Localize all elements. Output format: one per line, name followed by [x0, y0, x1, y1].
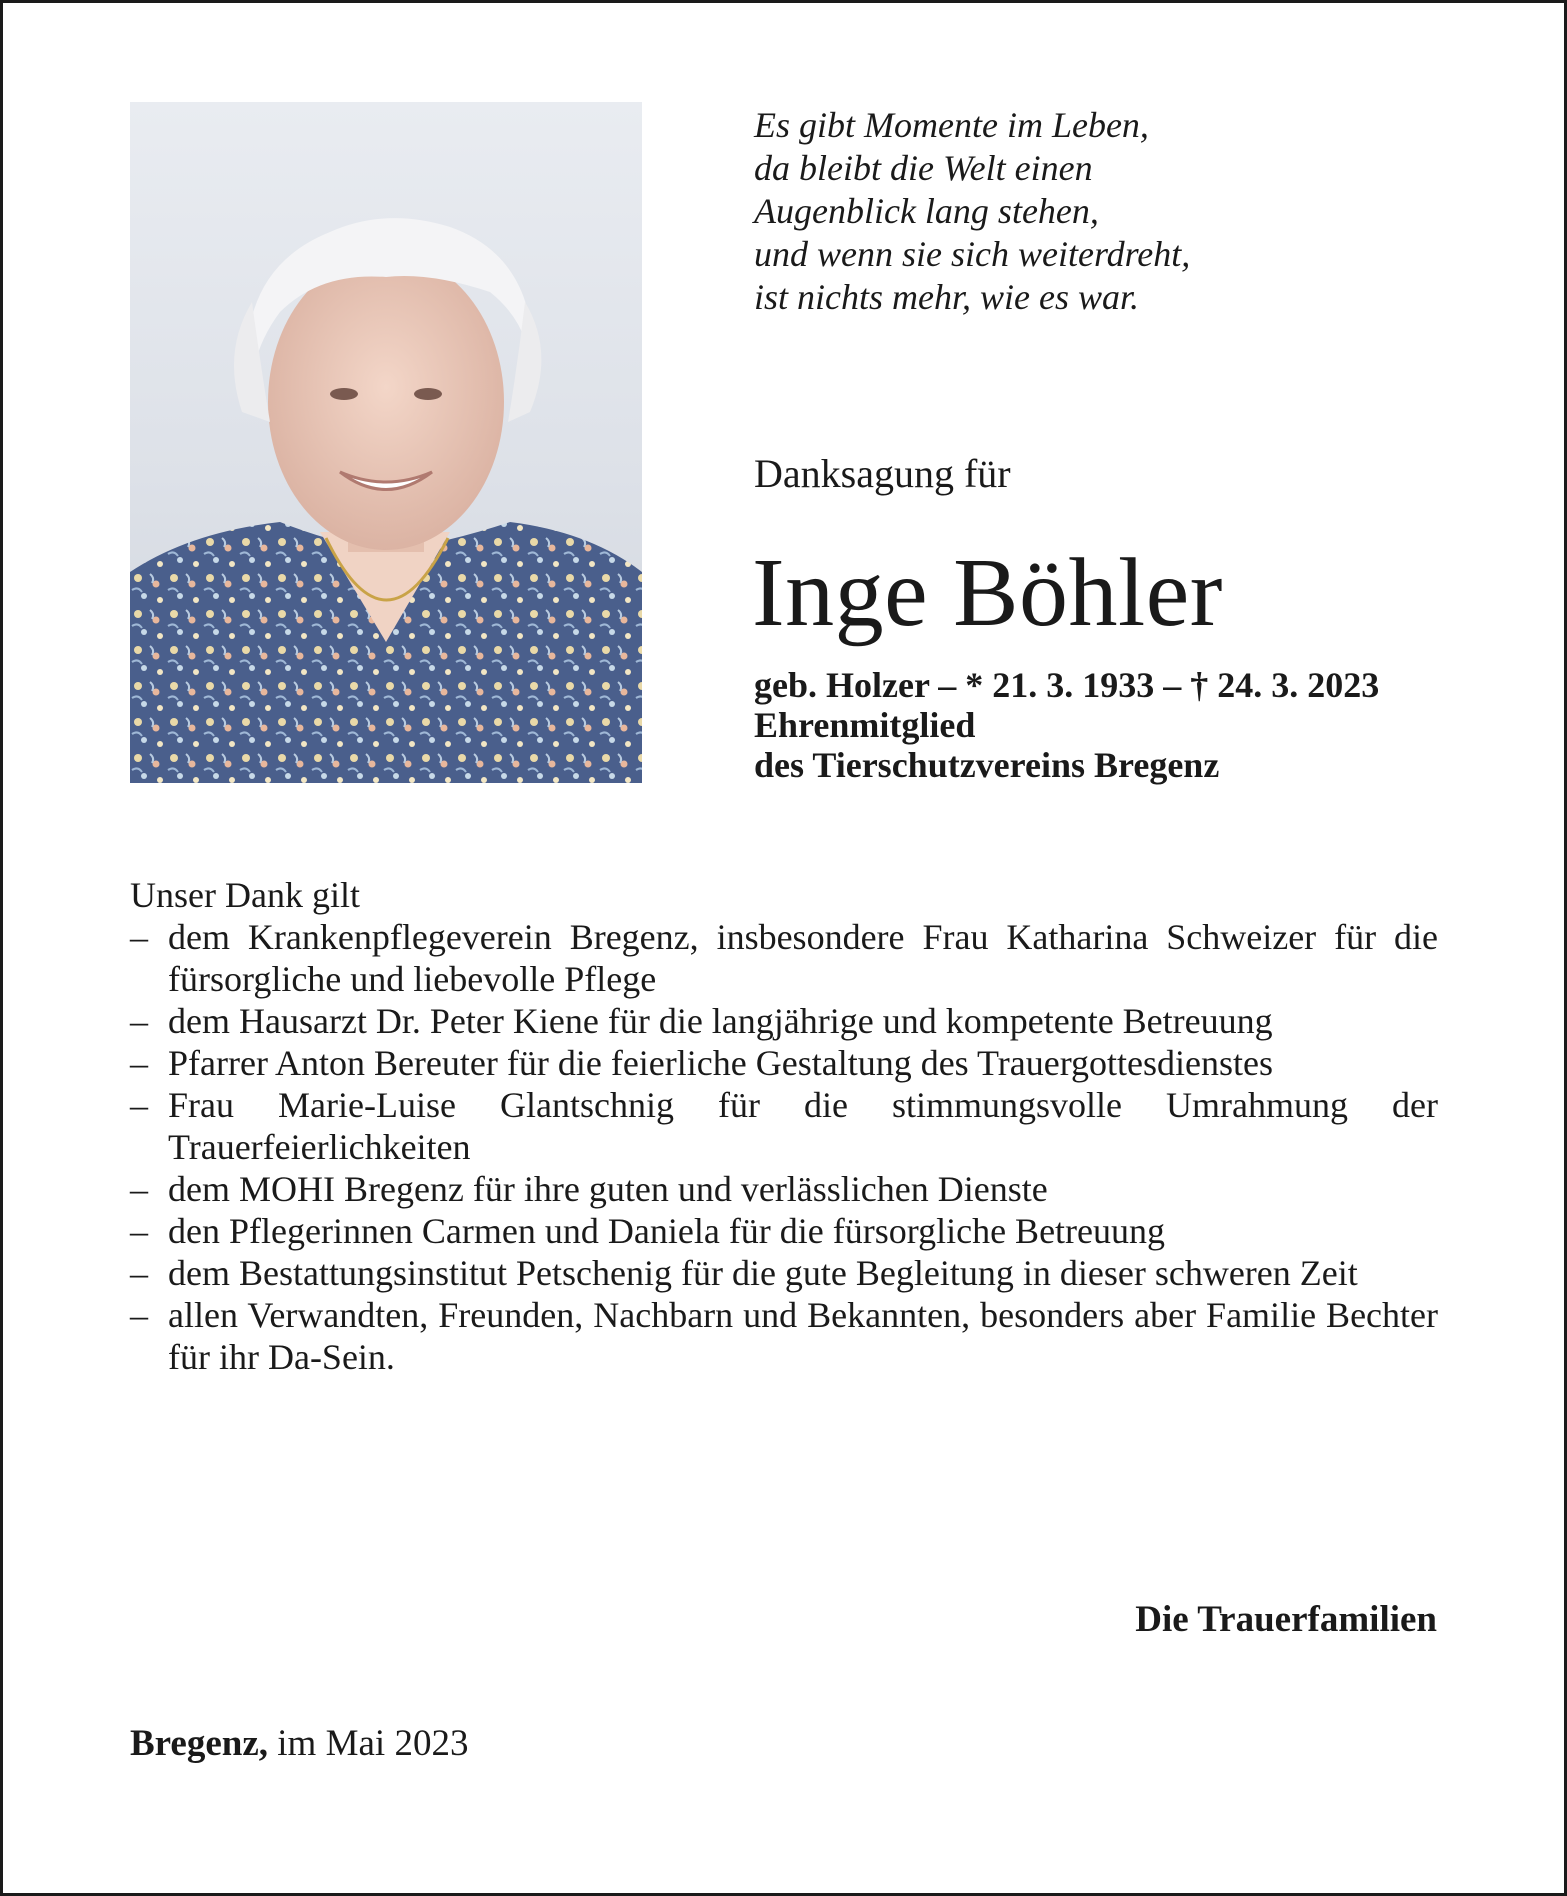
list-item [130, 1000, 1438, 1042]
membership-line: des Tierschutzvereins Bregenz [754, 745, 1220, 785]
dash-marker: – [130, 1085, 148, 1125]
list-item-text: dem MOHI Bregenz für ihre guten und verlässlichen Dienste [168, 1169, 1048, 1209]
list-item-text: Frau Marie-Luise Glantschnig für die stimmungsvolle Umrahmung der Trauerfeierlichkeiten [168, 1085, 1438, 1167]
list-item [130, 1042, 1438, 1084]
portrait-photo [130, 102, 642, 783]
thanks-list [130, 916, 1438, 1378]
deceased-name: Inge Böhler [752, 539, 1223, 647]
thanks-intro: Unser Dank gilt [130, 875, 360, 915]
list-item [130, 1252, 1438, 1294]
poem-line: und wenn sie sich weiterdreht, [754, 234, 1191, 274]
dash-marker: – [130, 1043, 148, 1083]
dash-marker: – [130, 1295, 148, 1335]
poem-line: ist nichts mehr, wie es war. [754, 277, 1140, 317]
dash-marker: – [130, 1169, 148, 1209]
place-date [130, 1722, 468, 1766]
list-item-text: dem Bestattungsinstitut Petschenig für die gute Begleitung in dieser schweren Zeit [168, 1253, 1358, 1293]
list-item-text: dem Hausarzt Dr. Peter Kiene für die langjährige und kompetente Betreuung [168, 1001, 1273, 1041]
poem-line: da bleibt die Welt einen [754, 148, 1093, 188]
dash-marker: – [130, 1253, 148, 1293]
list-item-text: allen Verwandten, Freunden, Nachbarn und Bekannten, besonders aber Familie Bechter für ihr Da-Sein. [168, 1295, 1438, 1377]
list-item-text: Pfarrer Anton Bereuter für die feierliche Gestaltung des Trauergottesdienstes [168, 1043, 1274, 1083]
list-item-text: den Pflegerinnen Carmen und Daniela für die fürsorgliche Betreuung [168, 1211, 1166, 1251]
list-item [130, 916, 1438, 1000]
dash-marker: – [130, 1211, 148, 1251]
list-item [130, 1168, 1438, 1210]
portrait-illustration [130, 102, 642, 783]
membership-line: Ehrenmitglied [754, 705, 976, 745]
list-item [130, 1210, 1438, 1252]
dash-marker: – [130, 1001, 148, 1041]
date: im Mai 2023 [277, 1723, 469, 1764]
birth-death-line: geb. Holzer – * 21. 3. 1933 – † 24. 3. 2023 [754, 665, 1380, 705]
dash-marker: – [130, 917, 148, 957]
list-item [130, 1294, 1438, 1378]
memorial-poem [754, 104, 1394, 319]
list-item [130, 1084, 1438, 1168]
poem-line: Augenblick lang stehen, [754, 191, 1099, 231]
place: Bregenz, [130, 1723, 269, 1764]
poem-line: Es gibt Momente im Leben, [754, 105, 1149, 145]
list-item-text: dem Krankenpflegeverein Bregenz, insbesondere Frau Katharina Schweizer für die fürsorgliche und liebevolle Pflege [168, 917, 1438, 999]
deceased-info [754, 665, 1379, 785]
signature: Die Trauerfamilien [1135, 1599, 1437, 1640]
thanks-heading: Danksagung für [754, 451, 1011, 496]
